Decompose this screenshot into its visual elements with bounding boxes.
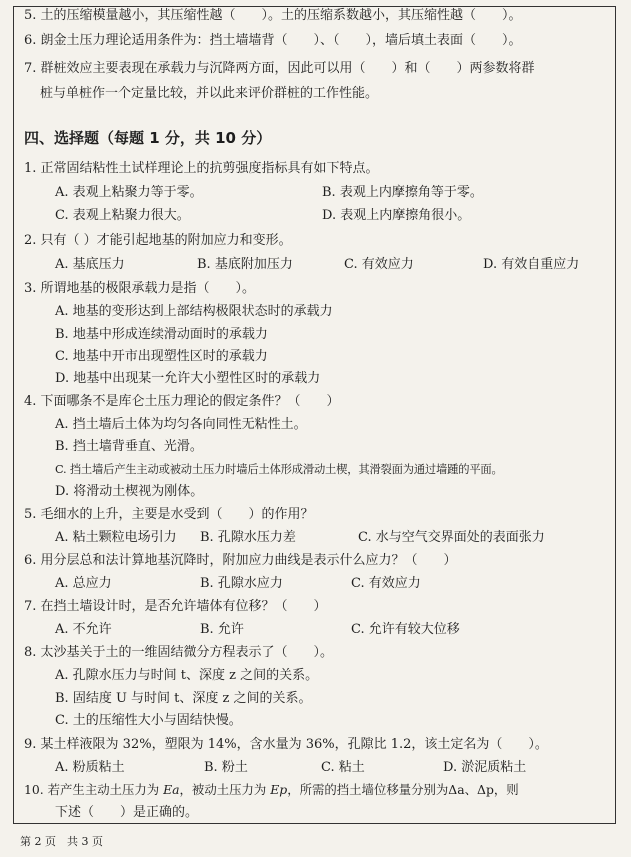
question-6-option-a: A. 总应力 bbox=[55, 576, 112, 591]
question-7-option-c: C. 允许有较大位移 bbox=[351, 622, 460, 637]
page-footer: 第 2 页 共 3 页 bbox=[20, 835, 103, 848]
question-3-option-c: C. 地基中开市出现塑性区时的承载力 bbox=[55, 349, 268, 364]
passive-pressure-symbol: Ep bbox=[270, 782, 288, 797]
question-5-stem: 5. 毛细水的上升，主要是水受到（ ）的作用？ bbox=[24, 507, 314, 522]
fill-blank-5: 5. 土的压缩模量越小，其压缩性越（ ）。土的压缩系数越小，其压缩性越（ ）。 bbox=[24, 8, 522, 23]
section-title: 四、选择题（每题 1 分，共 10 分） bbox=[24, 129, 272, 147]
question-10-stem bbox=[24, 782, 519, 798]
question-6-stem: 6. 用分层总和法计算地基沉降时，附加应力曲线是表示什么应力？（ ） bbox=[24, 553, 457, 568]
fill-blank-6: 6. 朗金土压力理论适用条件为：挡土墙墙背（ ）、（ ），墙后填土表面（ ）。 bbox=[24, 33, 522, 48]
question-5-option-b: B. 孔隙水压力差 bbox=[200, 530, 296, 545]
question-6-option-c: C. 有效应力 bbox=[351, 576, 421, 591]
question-4-option-a: A. 挡土墙后土体为均匀各向同性无粘性土。 bbox=[55, 417, 307, 432]
question-1-option-a: A. 表观上粘聚力等于零。 bbox=[55, 185, 203, 200]
question-5-option-c: C. 水与空气交界面处的表面张力 bbox=[358, 530, 545, 545]
question-1-option-d: D. 表观上内摩擦角很小。 bbox=[322, 208, 471, 223]
question-9-option-a: A. 粉质粘土 bbox=[55, 760, 125, 775]
fill-blank-7: 7. 群桩效应主要表现在承载力与沉降两方面，因此可以用（ ）和（ ）两参数将群 bbox=[24, 61, 535, 76]
question-8-option-a: A. 孔隙水压力与时间 t、深度 z 之间的关系。 bbox=[55, 668, 319, 683]
question-1-option-b: B. 表观上内摩擦角等于零。 bbox=[322, 185, 483, 200]
question-9-stem: 9. 某土样液限为 32%，塑限为 14%，含水量为 36%，孔隙比 1.2，该土定名为（ ）。 bbox=[24, 737, 548, 752]
question-9-option-c: C. 粘土 bbox=[321, 760, 365, 775]
question-9-option-b: B. 粉土 bbox=[204, 760, 248, 775]
question-4-stem: 4. 下面哪条不是库仑土压力理论的假定条件？（ ） bbox=[24, 394, 340, 409]
question-8-option-c: C. 土的压缩性大小与固结快慢。 bbox=[55, 713, 242, 728]
question-10-stem-part-c: ，所需的挡土墙位移量分别为Δa、Δp，则 bbox=[287, 782, 519, 797]
question-2-option-b: B. 基底附加压力 bbox=[197, 257, 293, 272]
question-3-option-b: B. 地基中形成连续滑动面时的承载力 bbox=[55, 327, 268, 342]
question-7-option-a: A. 不允许 bbox=[55, 622, 112, 637]
question-2-option-d: D. 有效自重应力 bbox=[483, 257, 580, 272]
question-7-option-b: B. 允许 bbox=[200, 622, 244, 637]
question-10-stem-part-b: ，被动土压力为 bbox=[179, 782, 271, 797]
question-10-stem-part-a: 10. 若产生主动土压力为 bbox=[24, 782, 164, 797]
question-10-stem-cont: 下述（ ）是正确的。 bbox=[55, 805, 199, 820]
question-9-option-d: D. 淤泥质粘土 bbox=[443, 760, 527, 775]
question-8-option-b: B. 固结度 U 与时间 t、深度 z 之间的关系。 bbox=[55, 691, 312, 706]
question-8-stem: 8. 太沙基关于土的一维固结微分方程表示了（ ）。 bbox=[24, 645, 334, 660]
question-3-stem: 3. 所谓地基的极限承载力是指（ ）。 bbox=[24, 281, 256, 296]
question-4-option-c: C. 挡土墙后产生主动或被动土压力时墙后土体形成滑动土楔，其滑裂面为通过墙踵的平面。 bbox=[55, 463, 503, 476]
question-6-option-b: B. 孔隙水应力 bbox=[200, 576, 283, 591]
question-4-option-d: D. 将滑动土楔视为刚体。 bbox=[55, 484, 204, 499]
question-7-stem: 7. 在挡土墙设计时，是否允许墙体有位移？（ ） bbox=[24, 599, 327, 614]
question-2-stem: 2. 只有（ ）才能引起地基的附加应力和变形。 bbox=[24, 233, 292, 248]
question-2-option-c: C. 有效应力 bbox=[344, 257, 414, 272]
fill-blank-7-cont: 桩与单桩作一个定量比较，并以此来评价群桩的工作性能。 bbox=[40, 86, 379, 101]
question-4-option-b: B. 挡土墙背垂直、光滑。 bbox=[55, 439, 203, 454]
question-5-option-a: A. 粘土颗粒电场引力 bbox=[55, 530, 177, 545]
question-1-stem: 1. 正常固结粘性土试样理论上的抗剪强度指标具有如下特点。 bbox=[24, 161, 379, 176]
question-3-option-a: A. 地基的变形达到上部结构极限状态时的承载力 bbox=[55, 304, 333, 319]
question-1-option-c: C. 表观上粘聚力很大。 bbox=[55, 208, 190, 223]
question-2-option-a: A. 基底压力 bbox=[55, 257, 125, 272]
active-pressure-symbol: Ea bbox=[163, 782, 180, 797]
question-3-option-d: D. 地基中出现某一允许大小塑性区时的承载力 bbox=[55, 371, 321, 386]
